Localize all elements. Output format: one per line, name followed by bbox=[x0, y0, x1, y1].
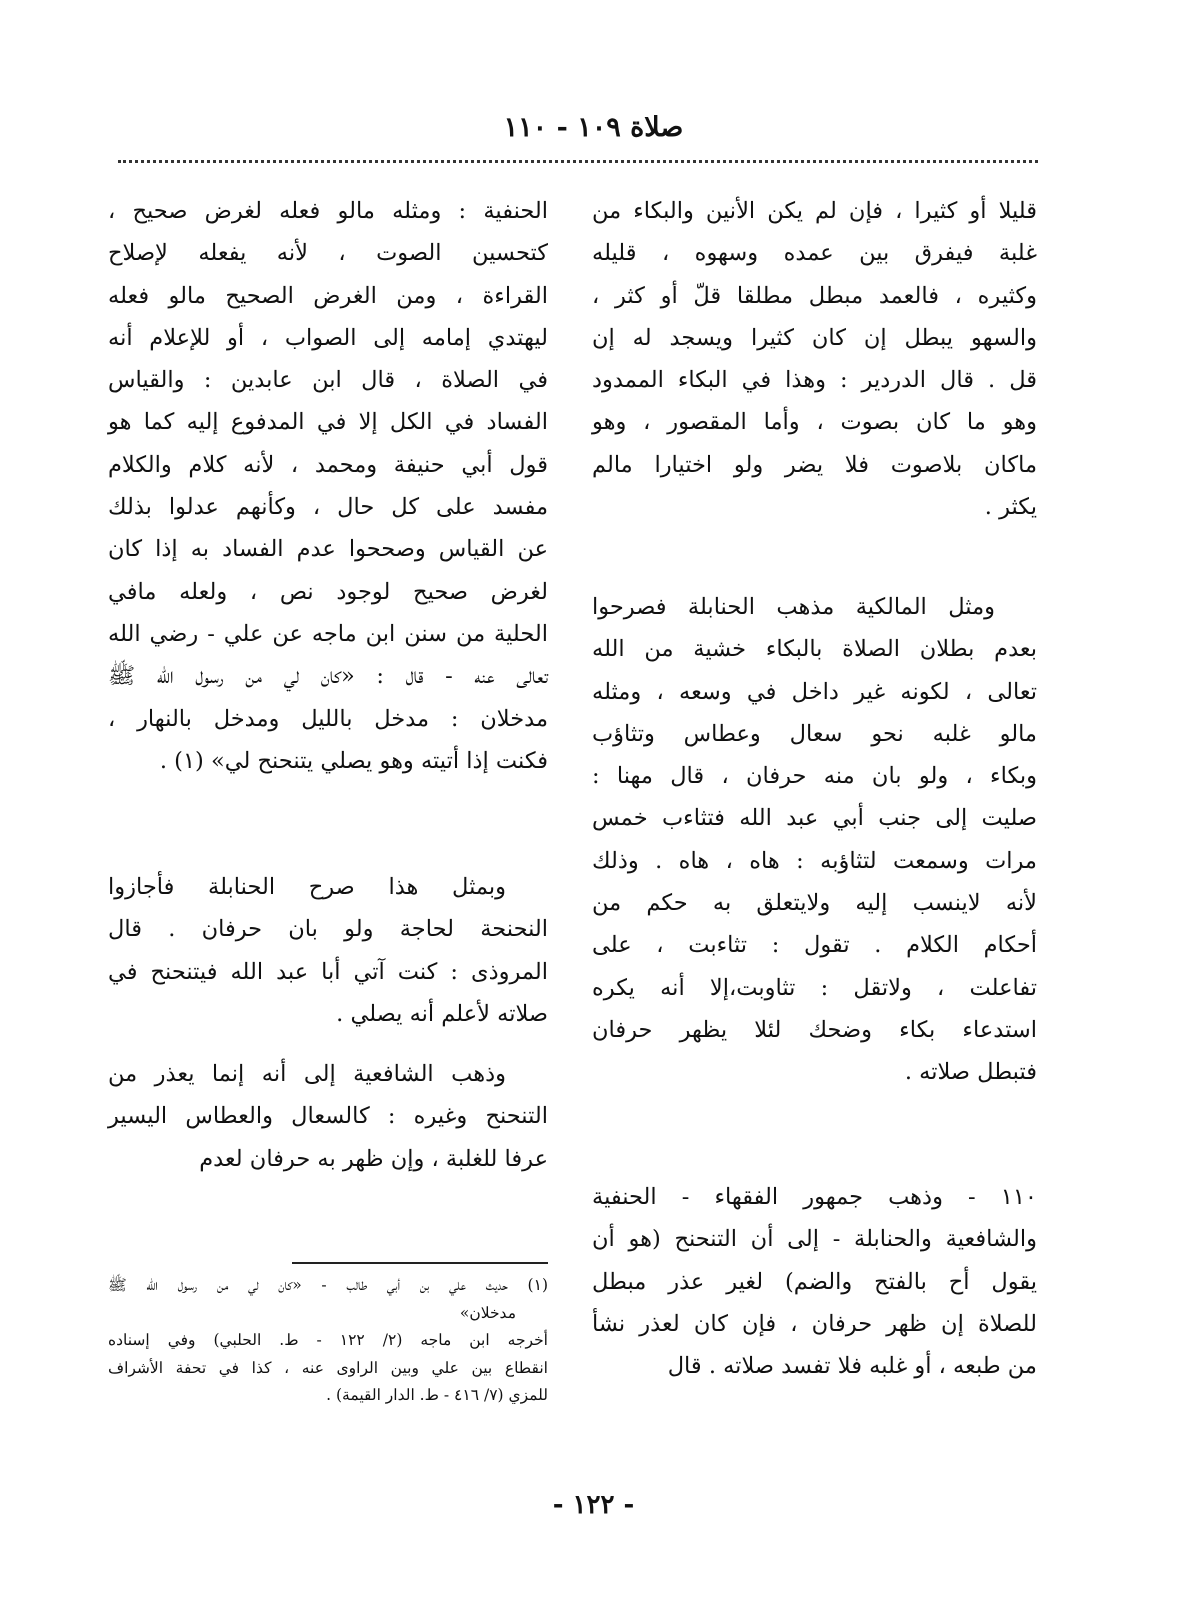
text-line: تعالى عنه - قال : «كان لي من رسول الله ﷺ bbox=[108, 663, 548, 690]
page-number: - ١٢٢ - bbox=[552, 1490, 635, 1520]
text-line: وكثيره ، فالعمد مبطل مطلقا قلّ أو كثر ، bbox=[592, 282, 1037, 309]
footnote-line: للمزي (٧/ ٤١٦ - ط. الدار القيمة) . bbox=[326, 1386, 548, 1404]
footnote-line: (١) حديث علي بن أبي طالب - «كان لي من رسول الله ﷺ bbox=[108, 1276, 548, 1294]
paragraph bbox=[108, 1053, 548, 1180]
text-line: وذهب الشافعية إلى أنه إنما يعذر من bbox=[108, 1061, 506, 1087]
text-line: والسهو يبطل إن كان كثيرا ويسجد له إن bbox=[592, 324, 1037, 351]
footnotes bbox=[108, 1272, 548, 1410]
text-line: صليت إلى جنب أبي عبد الله فتثاءب خمس bbox=[592, 805, 1037, 832]
text-line: ليهتدي إمامه إلى الصواب ، أو للإعلام أنه bbox=[108, 324, 548, 351]
text-line: في الصلاة ، قال ابن عابدين : والقياس bbox=[108, 367, 548, 394]
text-line: القراءة ، ومن الغرض الصحيح مالو فعله bbox=[108, 282, 548, 309]
text-line: عن القياس وصححوا عدم الفساد به إذا كان bbox=[108, 536, 548, 563]
paragraph bbox=[592, 190, 1037, 528]
text-line: عرفا للغلبة ، وإن ظهر به حرفان لعدم bbox=[199, 1145, 548, 1172]
text-line: النحنحة لحاجة ولو بان حرفان . قال bbox=[108, 916, 548, 943]
text-line: وهو ما كان بصوت ، وأما المقصور ، وهو bbox=[592, 409, 1037, 436]
text-line: فكنت إذا أتيته وهو يصلي يتنحنح لي» (١) . bbox=[159, 747, 548, 774]
paragraph bbox=[592, 1176, 1037, 1387]
text-line: يقول أح بالفتح والضم) لغير عذر مبطل bbox=[592, 1268, 1037, 1295]
text-line: مدخلان : مدخل بالليل ومدخل بالنهار ، bbox=[108, 705, 548, 732]
text-line: قليلا أو كثيرا ، فإن لم يكن الأنين والبكاء من bbox=[592, 198, 1037, 224]
text-line: المروذى : كنت آتي أبا عبد الله فيتنحنح في bbox=[108, 958, 548, 985]
paragraph bbox=[592, 586, 1037, 1094]
paragraph bbox=[108, 866, 548, 1035]
text-line: بعدم بطلان الصلاة بالبكاء خشية من الله bbox=[592, 636, 1037, 663]
text-line: لغرض صحيح لوجود نص ، ولعله مافي bbox=[108, 578, 548, 605]
text-line: الحنفية : ومثله مالو فعله لغرض صحيح ، bbox=[108, 198, 548, 224]
text-line: تفاعلت ، ولاتقل : تثاوبت،إلا أنه يكره bbox=[592, 974, 1037, 1001]
text-line: والشافعية والحنابلة - إلى أن التنحنح (هو أن bbox=[592, 1226, 1037, 1253]
text-line: التنحنح وغيره : كالسعال والعطاس اليسير bbox=[108, 1103, 548, 1130]
text-line: فتبطل صلاته . bbox=[904, 1059, 1037, 1086]
text-line: تعالى ، لكونه غير داخل في وسعه ، ومثله bbox=[592, 678, 1037, 705]
text-line: ماكان بلاصوت فلا يضر ولو اختيارا مالم bbox=[592, 451, 1037, 478]
text-line: يكثر . bbox=[984, 494, 1037, 521]
text-line: للصلاة إن ظهر حرفان ، فإن كان لعذر نشأ bbox=[592, 1310, 1037, 1337]
text-line: كتحسين الصوت ، لأنه يفعله لإصلاح bbox=[108, 240, 548, 267]
header-divider bbox=[118, 160, 1038, 163]
text-line: الحلية من سنن ابن ماجه عن علي - رضي الله bbox=[108, 620, 548, 647]
text-line: لأنه لاينسب إليه ولايتعلق به حكم من bbox=[592, 890, 1037, 917]
text-line: مفسد على كل حال ، وكأنهم عدلوا بذلك bbox=[108, 494, 548, 521]
text-line: ١١٠ - وذهب جمهور الفقهاء - الحنفية bbox=[592, 1184, 1037, 1210]
text-line: وبمثل هذا صرح الحنابلة فأجازوا bbox=[108, 874, 506, 900]
text-line: استدعاء بكاء وضحك لئلا يظهر حرفان bbox=[592, 1016, 1037, 1043]
text-line: أحكام الكلام . تقول : تثاءبت ، على bbox=[592, 932, 1037, 959]
running-header: صلاة ١٠٩ - ١١٠ bbox=[503, 112, 684, 143]
text-line: مالو غلبه نحو سعال وعطاس وتثاؤب bbox=[592, 720, 1037, 747]
text-line: وبكاء ، ولو بان منه حرفان ، قال مهنا : bbox=[592, 763, 1037, 790]
paragraph bbox=[108, 190, 548, 782]
text-line: ومثل المالكية مذهب الحنابلة فصرحوا bbox=[592, 594, 995, 620]
text-line: الفساد في الكل إلا في المدفوع إليه كما هو bbox=[108, 409, 548, 436]
footnote-line: مدخلان» bbox=[459, 1303, 516, 1322]
footnote-line: انقطاع بين علي وبين الراوى عنه ، كذا في تحفة الأشراف bbox=[108, 1358, 548, 1377]
footnote-line: أخرجه ابن ماجه (٢/ ١٢٢ - ط. الحلبي) وفي إسناده bbox=[108, 1331, 548, 1349]
text-line: مرات وسمعت لتثاؤبه : هاه ، هاه . وذلك bbox=[592, 847, 1037, 874]
text-line: من طبعه ، أو غلبه فلا تفسد صلاته . قال bbox=[667, 1353, 1037, 1380]
footnote-separator bbox=[292, 1262, 548, 1264]
text-line: صلاته لأعلم أنه يصلي . bbox=[336, 1000, 548, 1027]
text-line: غلبة فيفرق بين عمده وسهوه ، قليله bbox=[592, 240, 1037, 267]
text-line: قل . قال الدردير : وهذا في البكاء الممدود bbox=[592, 367, 1037, 394]
text-line: قول أبي حنيفة ومحمد ، لأنه كلام والكلام bbox=[108, 451, 548, 478]
